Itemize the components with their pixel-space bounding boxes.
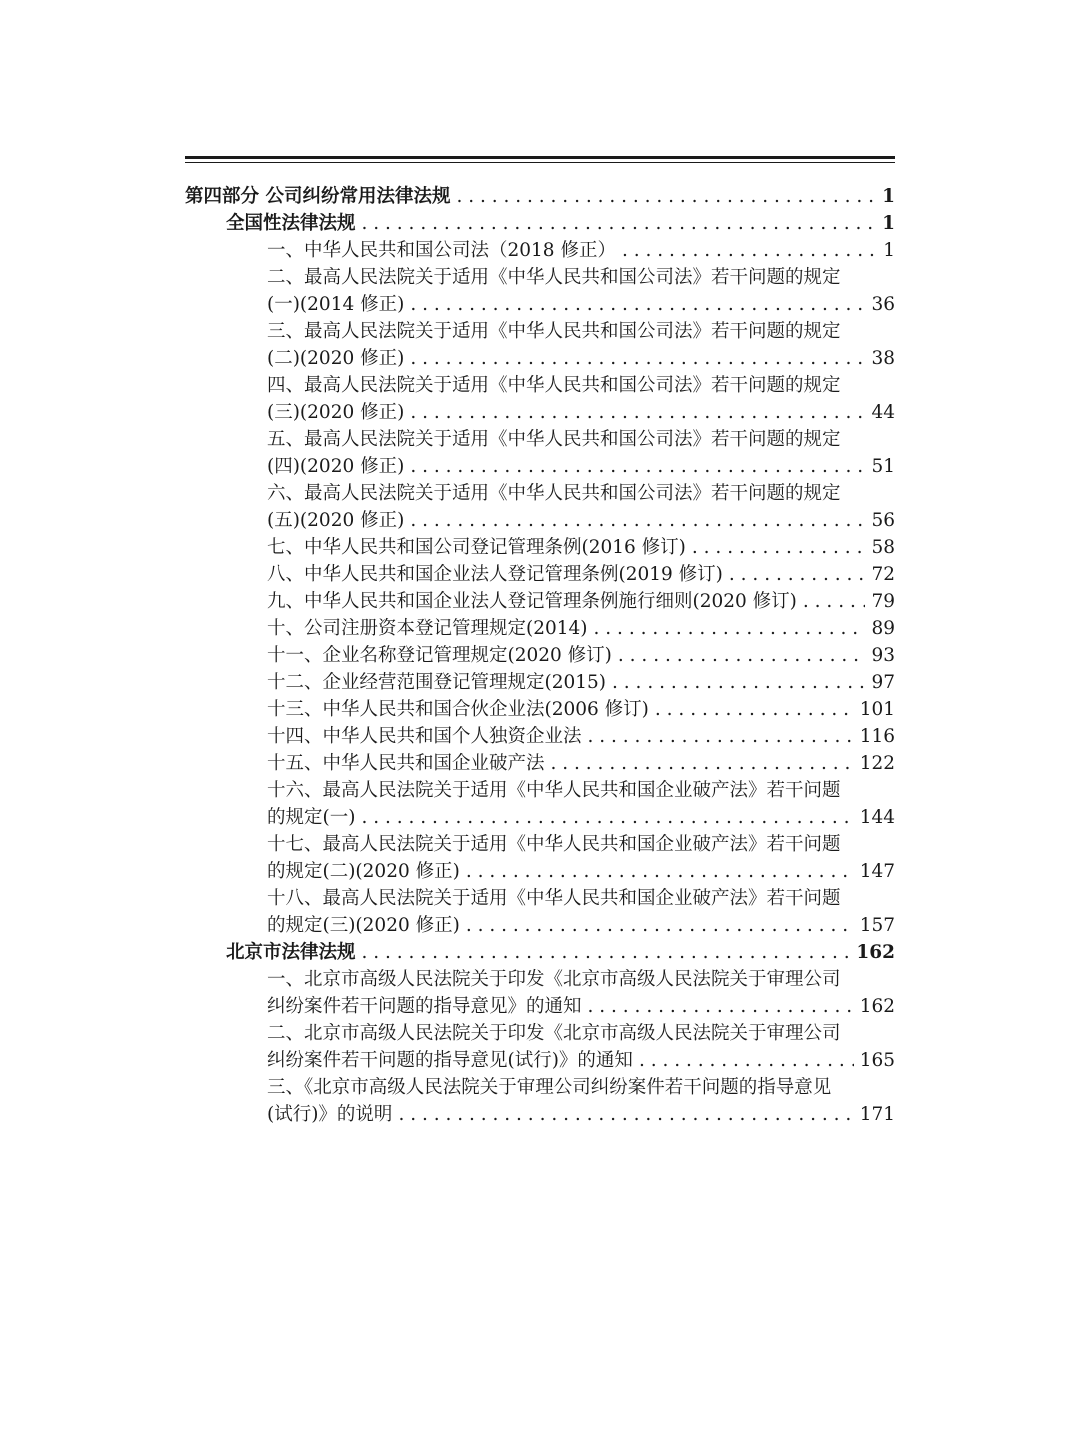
toc-line <box>185 318 895 345</box>
toc-line <box>185 237 895 264</box>
toc-section-entry[interactable] <box>185 210 895 237</box>
toc-entry[interactable] <box>185 534 895 561</box>
toc-title-text: 十八、最高人民法院关于适用《中华人民共和国企业破产法》若干问题 <box>267 888 841 909</box>
toc-line <box>185 1074 895 1101</box>
dot-leader <box>612 669 865 696</box>
toc-entry[interactable] <box>185 426 895 480</box>
toc-entry[interactable] <box>185 264 895 318</box>
toc-line <box>185 885 895 912</box>
toc-title-text: 一、中华人民共和国公司法（2018 修正） <box>267 240 616 261</box>
toc-entry[interactable] <box>185 1020 895 1074</box>
toc-line <box>185 210 895 237</box>
dot-leader <box>588 993 854 1020</box>
toc-title-text: 八、中华人民共和国企业法人登记管理条例(2019 修订) <box>267 564 723 585</box>
toc-page-number: 79 <box>871 591 895 612</box>
toc-entry[interactable] <box>185 831 895 885</box>
toc-line <box>185 588 895 615</box>
toc-line <box>185 858 895 885</box>
toc-page-number: 36 <box>871 294 895 315</box>
dot-leader <box>692 534 866 561</box>
dot-leader <box>398 1101 853 1128</box>
toc-page-number: 1 <box>882 213 895 234</box>
header-rule-thin <box>185 162 895 163</box>
toc-line <box>185 1101 895 1128</box>
dot-leader <box>410 399 865 426</box>
toc-page-number: 97 <box>871 672 895 693</box>
dot-leader <box>362 210 877 237</box>
table-of-contents <box>185 183 895 1128</box>
dot-leader <box>622 237 877 264</box>
toc-line <box>185 993 895 1020</box>
toc-line <box>185 426 895 453</box>
toc-title-text: 十、公司注册资本登记管理规定(2014) <box>267 618 588 639</box>
toc-line <box>185 669 895 696</box>
toc-part-entry[interactable] <box>185 183 895 210</box>
toc-line <box>185 939 895 966</box>
toc-title-text: 十四、中华人民共和国个人独资企业法 <box>267 726 582 747</box>
dot-leader <box>803 588 866 615</box>
toc-entry[interactable] <box>185 318 895 372</box>
toc-title-text: 三、《北京市高级人民法院关于审理公司纠纷案件若干问题的指导意见 <box>267 1077 832 1098</box>
toc-entry[interactable] <box>185 966 895 1020</box>
toc-page-number: 165 <box>859 1050 895 1071</box>
dot-leader <box>466 912 854 939</box>
toc-title-text: 二、北京市高级人民法院关于印发《北京市高级人民法院关于审理公司 <box>267 1023 841 1044</box>
toc-entry[interactable] <box>185 750 895 777</box>
toc-page-number: 58 <box>871 537 895 558</box>
toc-line <box>185 966 895 993</box>
toc-title-text: (二)(2020 修正) <box>267 348 405 369</box>
toc-line <box>185 1047 895 1074</box>
toc-entry[interactable] <box>185 1074 895 1128</box>
toc-title-text: 十一、企业名称登记管理规定(2020 修订) <box>267 645 612 666</box>
toc-page-number: 44 <box>871 402 895 423</box>
toc-title-text: 第四部分 公司纠纷常用法律法规 <box>185 186 451 207</box>
toc-title-text: 十五、中华人民共和国企业破产法 <box>267 753 545 774</box>
toc-page-number: 147 <box>859 861 895 882</box>
toc-line <box>185 642 895 669</box>
toc-page-number: 56 <box>871 510 895 531</box>
toc-entry[interactable] <box>185 615 895 642</box>
toc-title-text: 十三、中华人民共和国合伙企业法(2006 修订) <box>267 699 649 720</box>
toc-title-text: (五)(2020 修正) <box>267 510 405 531</box>
toc-line <box>185 264 895 291</box>
toc-entry[interactable] <box>185 669 895 696</box>
toc-line <box>185 615 895 642</box>
toc-line <box>185 507 895 534</box>
toc-entry[interactable] <box>185 561 895 588</box>
dot-leader <box>410 291 865 318</box>
toc-entry[interactable] <box>185 372 895 426</box>
toc-line <box>185 831 895 858</box>
toc-title-text: 九、中华人民共和国企业法人登记管理条例施行细则(2020 修订) <box>267 591 797 612</box>
toc-page-number: 38 <box>871 348 895 369</box>
toc-page-number: 162 <box>856 942 895 963</box>
dot-leader <box>594 615 866 642</box>
toc-page-number: 93 <box>871 645 895 666</box>
toc-page-number: 1 <box>883 240 895 261</box>
dot-leader <box>456 183 876 210</box>
toc-page-number: 162 <box>859 996 895 1017</box>
toc-line <box>185 399 895 426</box>
toc-line <box>185 372 895 399</box>
toc-title-text: (四)(2020 修正) <box>267 456 405 477</box>
toc-line <box>185 480 895 507</box>
toc-line <box>185 534 895 561</box>
dot-leader <box>466 858 854 885</box>
dot-leader <box>362 939 851 966</box>
toc-title-text: 十二、企业经营范围登记管理规定(2015) <box>267 672 607 693</box>
toc-entry[interactable] <box>185 237 895 264</box>
toc-line <box>185 1020 895 1047</box>
toc-line <box>185 453 895 480</box>
toc-title-text: 六、最高人民法院关于适用《中华人民共和国公司法》若干问题的规定 <box>267 483 841 504</box>
dot-leader <box>655 696 854 723</box>
toc-line <box>185 804 895 831</box>
toc-line <box>185 777 895 804</box>
toc-title-text: 十六、最高人民法院关于适用《中华人民共和国企业破产法》若干问题 <box>267 780 841 801</box>
toc-line <box>185 345 895 372</box>
toc-title-text: (一)(2014 修正) <box>267 294 405 315</box>
toc-title-text: 的规定(二)(2020 修正) <box>267 861 460 882</box>
toc-page-number: 122 <box>859 753 895 774</box>
dot-leader <box>410 453 865 480</box>
toc-section-entry[interactable] <box>185 939 895 966</box>
toc-line <box>185 696 895 723</box>
toc-title-text: 全国性法律法规 <box>226 213 356 234</box>
toc-title-text: 纠纷案件若干问题的指导意见(试行)》的通知 <box>267 1050 633 1071</box>
dot-leader <box>729 561 866 588</box>
toc-entry[interactable] <box>185 777 895 831</box>
toc-entry[interactable] <box>185 696 895 723</box>
toc-line <box>185 723 895 750</box>
toc-page-number: 72 <box>871 564 895 585</box>
dot-leader <box>551 750 854 777</box>
toc-line <box>185 750 895 777</box>
toc-title-text: 五、最高人民法院关于适用《中华人民共和国公司法》若干问题的规定 <box>267 429 841 450</box>
toc-page-number: 51 <box>871 456 895 477</box>
dot-leader <box>588 723 854 750</box>
toc-entry[interactable] <box>185 885 895 939</box>
toc-title-text: 北京市法律法规 <box>226 942 356 963</box>
toc-line <box>185 912 895 939</box>
toc-page-number: 157 <box>859 915 895 936</box>
toc-page-number: 1 <box>882 186 895 207</box>
toc-page-number: 89 <box>871 618 895 639</box>
toc-line <box>185 291 895 318</box>
toc-title-text: (试行)》的说明 <box>267 1104 393 1125</box>
dot-leader <box>361 804 853 831</box>
toc-entry[interactable] <box>185 723 895 750</box>
toc-page-number: 171 <box>859 1104 895 1125</box>
toc-title-text: 的规定(三)(2020 修正) <box>267 915 460 936</box>
toc-entry[interactable] <box>185 588 895 615</box>
dot-leader <box>618 642 866 669</box>
dot-leader <box>410 507 865 534</box>
toc-line <box>185 183 895 210</box>
toc-title-text: 纠纷案件若干问题的指导意见》的通知 <box>267 996 582 1017</box>
toc-title-text: 一、北京市高级人民法院关于印发《北京市高级人民法院关于审理公司 <box>267 969 841 990</box>
toc-title-text: 二、最高人民法院关于适用《中华人民共和国公司法》若干问题的规定 <box>267 267 841 288</box>
dot-leader <box>639 1047 854 1074</box>
toc-title-text: 的规定(一) <box>267 807 356 828</box>
toc-page-number: 144 <box>859 807 895 828</box>
header-rule-thick <box>185 156 895 159</box>
toc-title-text: 十七、最高人民法院关于适用《中华人民共和国企业破产法》若干问题 <box>267 834 841 855</box>
toc-page-number: 101 <box>859 699 895 720</box>
toc-title-text: 四、最高人民法院关于适用《中华人民共和国公司法》若干问题的规定 <box>267 375 841 396</box>
toc-entry[interactable] <box>185 480 895 534</box>
toc-title-text: 三、最高人民法院关于适用《中华人民共和国公司法》若干问题的规定 <box>267 321 841 342</box>
toc-line <box>185 561 895 588</box>
toc-page-number: 116 <box>859 726 895 747</box>
toc-entry[interactable] <box>185 642 895 669</box>
toc-title-text: 七、中华人民共和国公司登记管理条例(2016 修订) <box>267 537 686 558</box>
toc-title-text: (三)(2020 修正) <box>267 402 405 423</box>
dot-leader <box>410 345 865 372</box>
